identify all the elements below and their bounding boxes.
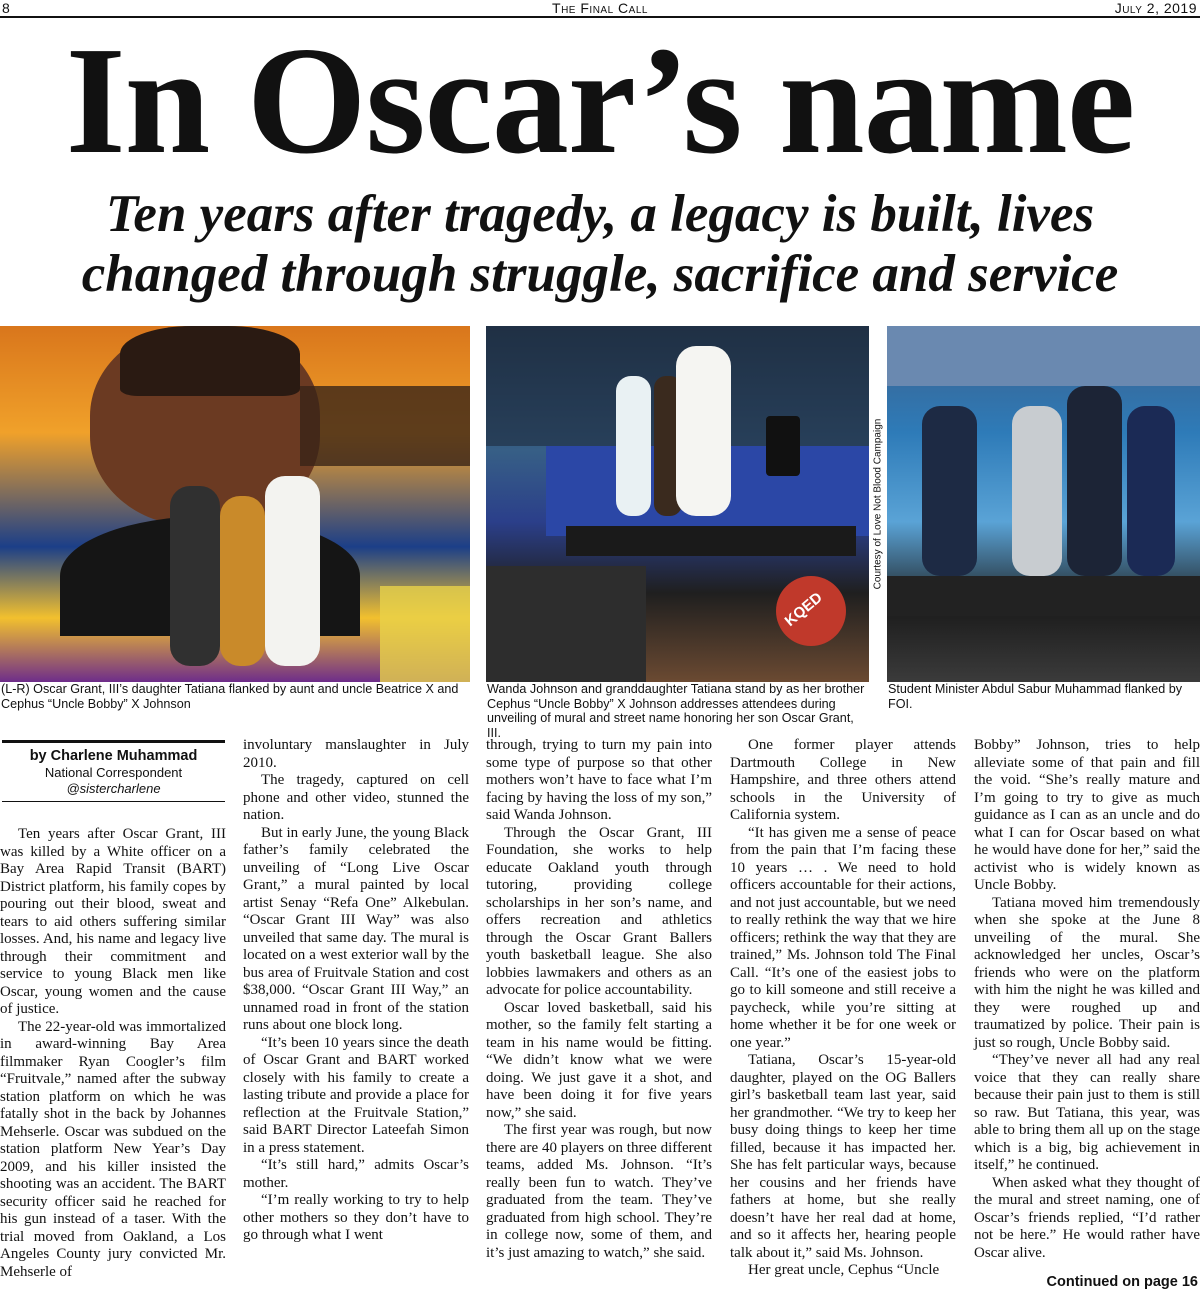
paragraph: involuntary manslaughter in July 2010. (243, 737, 469, 771)
deck-line-1: Ten years after tragedy, a legacy is built, lives (105, 185, 1095, 243)
paragraph: “It has given me a sense of peace from the pain that I’m facing these 10 years … . We need to hold officers accountable for their actions, and not just accountable, but we need to really rethink the way that we hire officers; rethink the way that they are trained,” Ms. Johnson told The Final Call. “It’s one of the easiest jobs to go to kill someone and still receive a paycheck, while you’re sitting at home whether it be for one week or one year.” (730, 824, 956, 1051)
article-column-4 (730, 737, 956, 1280)
issue-date: July 2, 2019 (1114, 0, 1197, 16)
paragraph: The 22-year-old was immortalized in award-winning Bay Area filmmaker Ryan Coogler’s film “Fruitvale,” named after the subway station platform on which he was fatally shot in the back by Johannes Mehserle. Oscar was subdued on the station platform New Year’s Day 2009, and his killer insisted the shooting was an accident. The BART security officer said he reached for his gun instead of a taser. With the trial moved from Oakland, a Los Angeles County jury convicted Mr. Mehserle of (0, 1018, 226, 1280)
article-column-2 (243, 737, 469, 1245)
page-number: 8 (2, 0, 10, 16)
article-column-1 (0, 826, 226, 1281)
foi-photo (887, 326, 1200, 682)
paragraph: Ten years after Oscar Grant, III was killed by a White officer on a Bay Area Rapid Transit (BART) District platform, his family copes by pouring out their blood, sweat and tears to aid others suffering similar losses. And, his name and legacy live through their commitment and service to young Black men like Oscar, young women and the cause of justice. (0, 826, 226, 1017)
paragraph: The tragedy, captured on cell phone and other video, stunned the nation. (243, 772, 469, 823)
photo-caption-1: (L-R) Oscar Grant, III’s daughter Tatiana flanked by aunt and uncle Beatrice X and Cephus “Uncle Bobby” X Johnson (1, 682, 459, 711)
paragraph: through, trying to turn my pain into some type of purpose so that other mothers won’t have to face what I’m facing by having the loss of my son,” said Wanda Johnson. (486, 737, 712, 823)
paragraph: But in early June, the young Black father’s family celebrated the unveiling of “Long Live Oscar Grant,” a mural painted by local artist Senay “Refa One” Alkebulan. “Oscar Grant III Way” was also unveiled that same day. The mural is located on a west exterior wall by the bus area of Fruitvale Station and cost $38,000. “Oscar Grant III Way,” an unnamed road in front of the station runs about one block long. (243, 824, 469, 1033)
paragraph: Through the Oscar Grant, III Foundation, she works to help educate Oakland youth through tutoring, providing college scholarships in her son’s name, and offers recreation and athletics through the Oscar Grant Ballers youth basketball league. She also lobbies lawmakers and others as an advocate for police accountability. (486, 824, 712, 998)
byline (2, 740, 225, 802)
stage-photo (486, 326, 869, 682)
paragraph: One former player attends Dartmouth College in New Hampshire, and three others attend schools in the University of California system. (730, 737, 956, 823)
paragraph: “It’s still hard,” admits Oscar’s mother. (243, 1157, 469, 1191)
photo-caption-3: Student Minister Abdul Sabur Muhammad flanked by FOI. (888, 682, 1183, 711)
paragraph: Oscar loved basketball, said his mother, so the family felt starting a team in his name would be fitting. “We didn’t know what we were doing. We just gave it a shot, and have been doing it for five years now,” she said. (486, 999, 712, 1121)
byline-name: by Charlene Muhammad (29, 748, 198, 764)
headline: In Oscar’s name (65, 16, 1135, 186)
deck-line-2: changed through struggle, sacrifice and service (81, 245, 1119, 303)
kqed-sign: KQED (781, 589, 826, 630)
deck (0, 184, 1200, 304)
paragraph: Tatiana, Oscar’s 15-year-old daughter, played on the OG Ballers girl’s basketball team last year, said her grandmother. “We try to keep her busy doing things to keep her time filled, because it has impacted her. She has felt particular ways, because her cousins and her friends have fathers at home, but she really doesn’t have her real dad at home, and so it affects her, hearing people talk about it,” said Ms. Johnson. (730, 1052, 956, 1261)
paragraph: Bobby” Johnson, tries to help alleviate some of that pain and fill the void. “She’s really mature and I’m going to try to give as much guidance as I can as an uncle and do what I can for Oscar based on what he would have done for her,” said the activist who is widely known as Uncle Bobby. (974, 737, 1200, 893)
article-column-3 (486, 737, 712, 1262)
paragraph: “I’m really working to try to help other mothers so they don’t have to go through what I went (243, 1192, 469, 1243)
paragraph: “They’ve never all had any real voice that they can really share because their pain just to them is still so raw. But Tatiana, this year, was able to bring them all up on the stage which is a big, big achievement in itself,” he continued. (974, 1052, 1200, 1173)
continued-link[interactable]: Continued on page 16 (1046, 1274, 1198, 1290)
paper-name: The Final Call (552, 0, 648, 16)
byline-handle: @sistercharlene (66, 781, 161, 796)
photo-caption-2: Wanda Johnson and granddaughter Tatiana stand by as her brother Cephus “Uncle Bobby” X Johnson addresses attendees during unveiling of mural and street name honoring her son Oscar Grant, III. (487, 682, 865, 740)
byline-role: National Correspondent (44, 765, 183, 780)
photo-credit-text: Courtesy of Love Not Blood Campaign (872, 418, 884, 590)
paragraph: When asked what they thought of the mural and street naming, one of Oscar’s friends replied, “I’d rather not be here.” He would rather have Oscar alive. (974, 1174, 1200, 1261)
article-column-5 (974, 737, 1200, 1262)
mural-photo (0, 326, 470, 682)
photo-credit (869, 326, 887, 682)
paragraph: “It’s been 10 years since the death of Oscar Grant and BART worked closely with his family to create a lasting tribute and provide a place for reflection at the Fruitvale Station,” said BART Director Lateefah Simon in a press statement. (243, 1034, 469, 1156)
paragraph: Tatiana moved him tremendously when she spoke at the June 8 unveiling of the mural. She acknowledged her uncles, Oscar’s friends who were on the platform with him the night he was killed and they were roughed up and traumatized by police. Their pain is just so rough, Uncle Bobby said. (974, 894, 1200, 1051)
paragraph: Her great uncle, Cephus “Uncle (748, 1262, 940, 1278)
paragraph: The first year was rough, but now there are 40 players on three different teams, added Ms. Johnson. “It’s really been fun to watch. They’ve graduated from the team. They’ve graduated from high school. They’re in college now, some of them, and it’s just amazing to watch,” she said. (486, 1122, 712, 1261)
